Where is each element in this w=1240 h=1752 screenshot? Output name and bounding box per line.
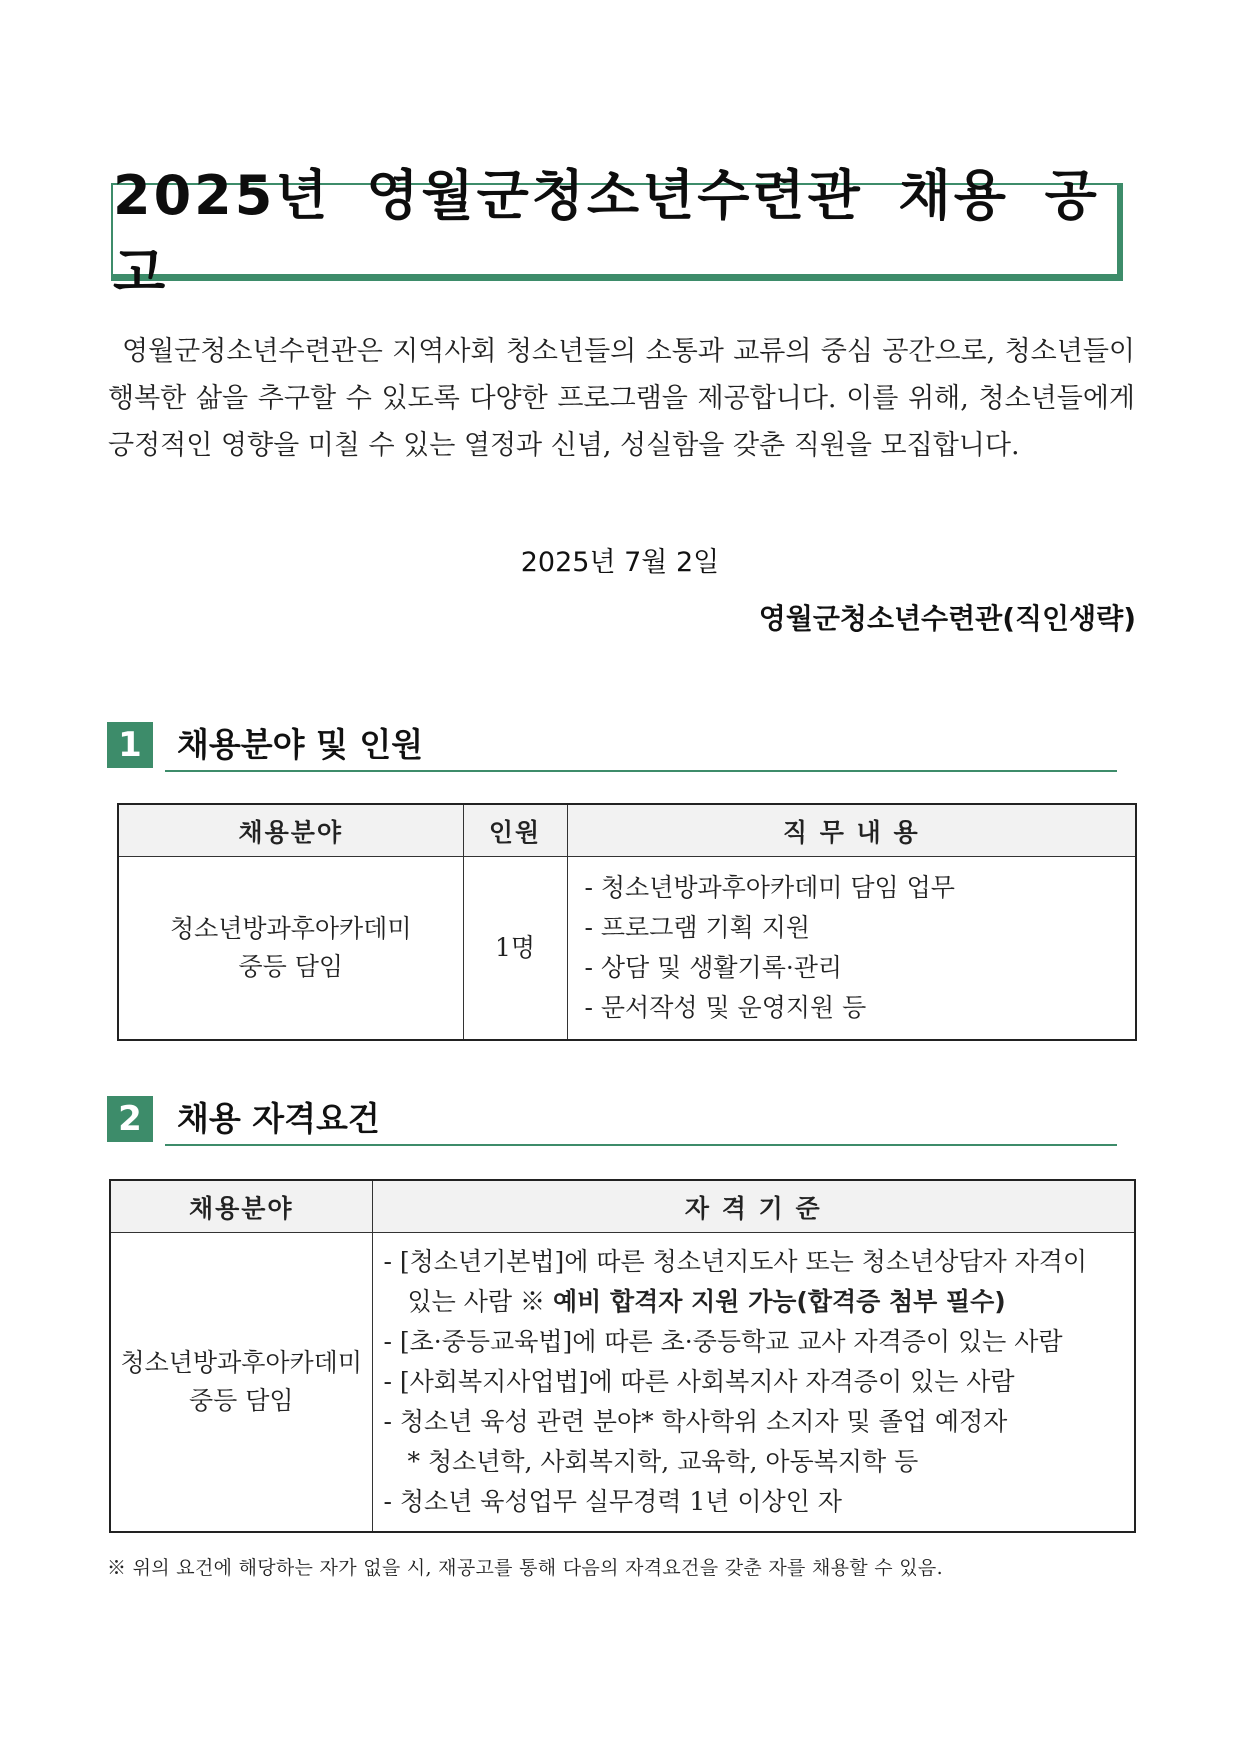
criteria-note: 있는 사람 ※ [407, 1287, 553, 1316]
preliminary-applicant-note: 예비 합격자 지원 가능(합격증 첨부 필수) [552, 1287, 1006, 1316]
section-1-underline [165, 770, 1117, 772]
qualification-table [109, 1179, 1136, 1533]
count-cell: 1명 [463, 857, 567, 1041]
header-criteria: 자 격 기 준 [372, 1180, 1135, 1233]
header-duties: 직 무 내 용 [567, 804, 1136, 857]
header-field: 채용분야 [118, 804, 463, 857]
section-1-title: 채용분야 및 인원 [177, 725, 424, 764]
footnote: ※ 위의 요건에 해당하는 자가 없을 시, 재공고를 통해 다음의 자격요건을 갖춘 자를 채용할 수 있음. [107, 1557, 943, 1579]
page-title: 2025년 영월군청소년수련관 채용 공고 [113, 163, 1100, 304]
criteria-subnote: * 청소년학, 사회복지학, 교육학, 아동복지학 등 [407, 1447, 919, 1476]
duty-item: - 청소년방과후아카데미 담임 업무 [584, 873, 955, 902]
intro-paragraph: 영월군청소년수련관은 지역사회 청소년들의 소통과 교류의 중심 공간으로, 청소년들이 행복한 삶을 추구할 수 있도록 다양한 프로그램을 제공합니다. 이를 위해, 청소년들에게 긍정적인 영향을 미칠 수 있는 열정과 신념, 성실함을 갖춘 직원을 모집합니다. [108, 336, 1135, 461]
field-cell [110, 1233, 372, 1533]
table-row [110, 1233, 1135, 1533]
criteria-item: - [사회복지사업법]에 따른 사회복지사 자격증이 있는 사람 [383, 1367, 1015, 1396]
field-line-2: 중등 담임 [188, 1386, 294, 1415]
section-1-number: 1 [107, 722, 153, 768]
announcement-date: 2025년 7월 2일 [520, 547, 720, 578]
field-line-1: 청소년방과후아카데미 [120, 1348, 362, 1377]
field-line-1: 청소년방과후아카데미 [169, 914, 412, 943]
section-2-title: 채용 자격요건 [177, 1099, 380, 1138]
field-line-2: 중등 담임 [238, 952, 344, 981]
duty-item: - 상담 및 생활기록·관리 [584, 953, 843, 982]
duties-cell [567, 857, 1136, 1041]
recruitment-table [117, 803, 1137, 1041]
table-row [118, 857, 1136, 1041]
header-count: 인원 [463, 804, 567, 857]
duty-item: - 프로그램 기획 지원 [584, 913, 810, 942]
field-cell [118, 857, 463, 1041]
section-2-header [107, 1096, 1117, 1146]
criteria-item: - [청소년기본법]에 따른 청소년지도사 또는 청소년상담자 자격이 [383, 1247, 1088, 1276]
section-2-underline [165, 1144, 1117, 1146]
criteria-cell [372, 1233, 1135, 1533]
section-1-header [107, 722, 1117, 772]
organization-signature: 영월군청소년수련관(직인생략) [758, 602, 1136, 635]
title-box [111, 163, 1123, 304]
criteria-item: - [초·중등교육법]에 따른 초·중등학교 교사 자격증이 있는 사람 [383, 1327, 1063, 1356]
section-2-number: 2 [107, 1096, 153, 1142]
header-field: 채용분야 [110, 1180, 372, 1233]
duty-item: - 문서작성 및 운영지원 등 [584, 993, 867, 1022]
criteria-item: - 청소년 육성 관련 분야* 학사학위 소지자 및 졸업 예정자 [383, 1407, 1008, 1436]
criteria-item-continuation [384, 1282, 1126, 1322]
criteria-item: - 청소년 육성업무 실무경력 1년 이상인 자 [383, 1487, 842, 1516]
